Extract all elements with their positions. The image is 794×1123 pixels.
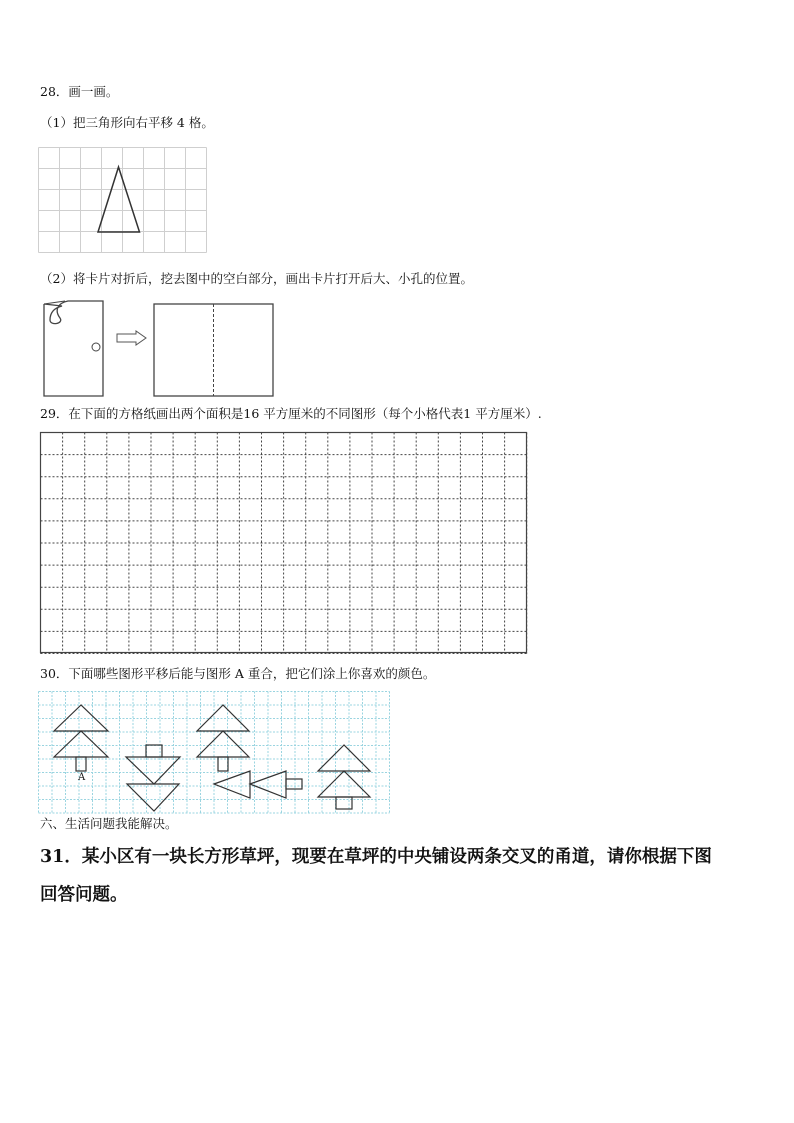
folded-card (44, 301, 103, 396)
q28-part1-text: （1）把三角形向右平移 4 格。 (40, 115, 214, 130)
q30-title: 30．下面哪些图形平移后能与图形 A 重合，把它们涂上你喜欢的颜色。 (40, 666, 436, 681)
q28-title: 28．画一画。 (40, 84, 119, 99)
section6-title: 六、生活问题我能解决。 (40, 816, 178, 831)
triangle-shape (98, 167, 140, 232)
open-card-figure[interactable] (153, 303, 275, 398)
arrow-right-icon (116, 330, 148, 346)
q31-line2: 回答问题。 (40, 885, 128, 905)
q31-line1: 31．某小区有一块长方形草坪，现要在草坪的中央铺设两条交叉的甬道，请你根据下图 (40, 847, 712, 867)
triangle-grid[interactable] (38, 147, 208, 253)
folded-card-figure (40, 298, 110, 398)
tree-shape-2 (126, 745, 180, 811)
q28-part2-text: （2）将卡片对折后，挖去图中的空白部分，画出卡片打开后大、小孔的位置。 (40, 271, 473, 286)
tree-shape-a (54, 705, 108, 771)
q29-title: 29．在下面的方格纸画出两个面积是16 平方厘米的不同图形（每个小格代表1 平方厘米）. (40, 406, 542, 421)
area-grid[interactable] (40, 432, 528, 654)
tree-grid[interactable] (38, 691, 390, 813)
tree-a-label: A (78, 772, 86, 783)
small-hole (92, 343, 100, 351)
